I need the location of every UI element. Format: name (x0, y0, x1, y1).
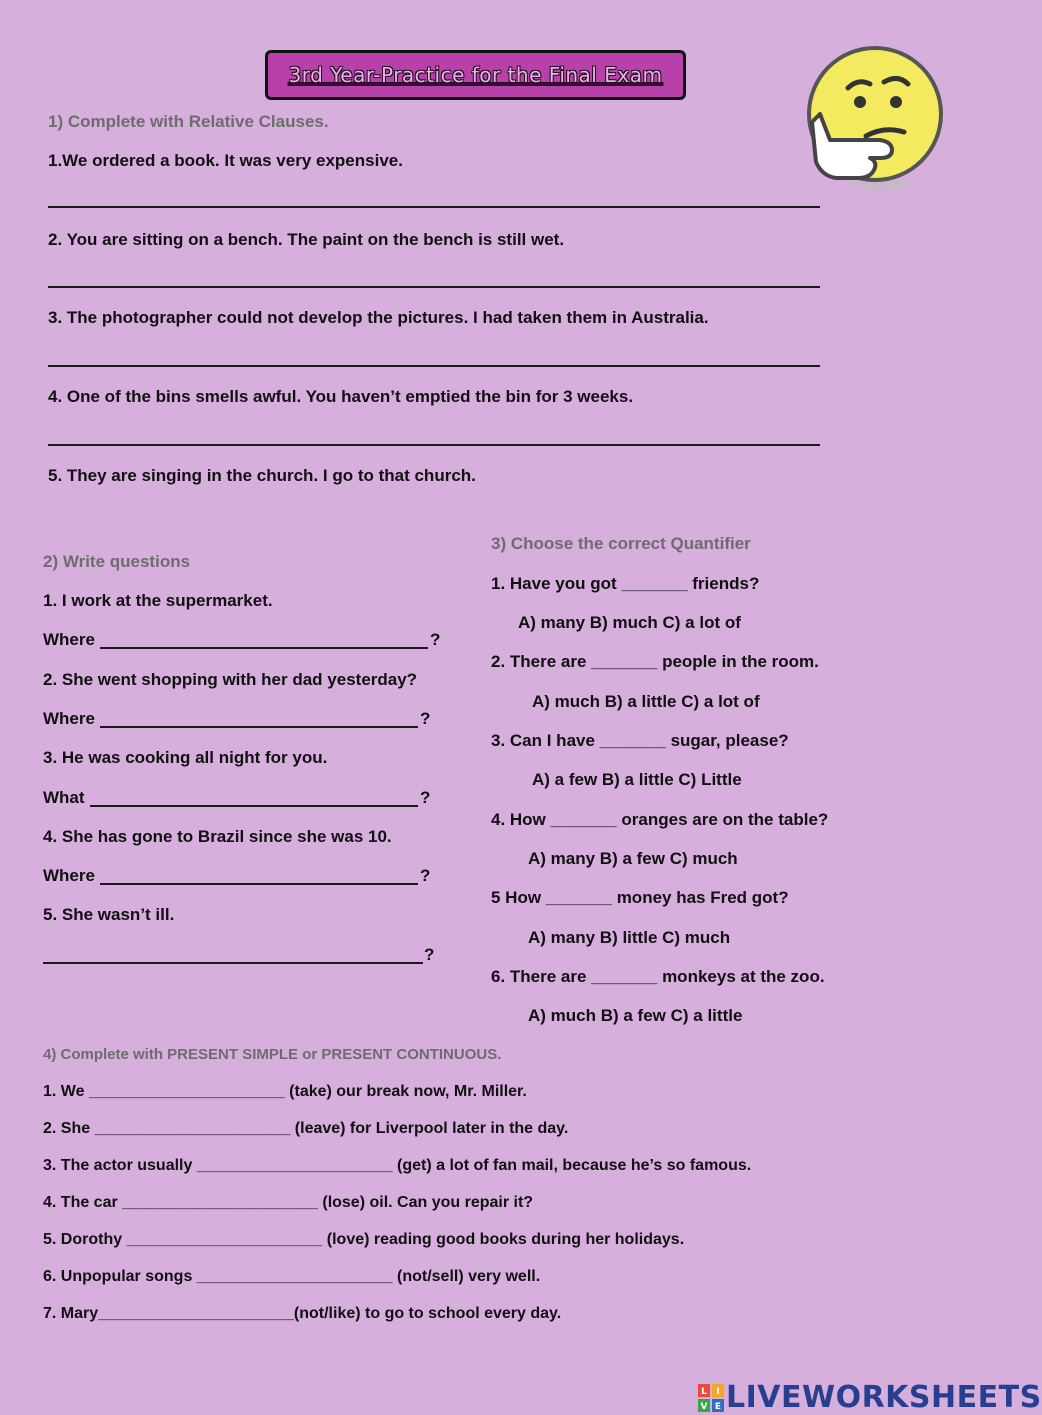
tense-item-1[interactable]: 1. We ______________________ (take) our break now, Mr. Miller. (43, 1083, 527, 1100)
page-title: 3rd Year-Practice for the Final Exam (288, 63, 663, 87)
question-mark-5: ? (424, 945, 435, 964)
tense-item-4[interactable]: 4. The car ______________________ (lose) oil. Can you repair it? (43, 1194, 534, 1211)
question-mark-2: ? (420, 709, 431, 728)
section4-heading: 4) Complete with PRESENT SIMPLE or PRESENT CONTINUOUS. (43, 1046, 502, 1063)
question-answer-line-3[interactable] (90, 805, 418, 807)
question-prompt-4: Where (43, 866, 95, 885)
question-answer-line-2[interactable] (100, 726, 418, 728)
brand-name: LIVEWORKSHEETS (726, 1380, 1042, 1415)
answer-line-3[interactable] (48, 365, 820, 367)
question-sentence-1: 1. I work at the supermarket. (43, 591, 273, 610)
quantifier-question-5: 5 How _______ money has Fred got? (491, 888, 789, 907)
question-prompt-1: Where (43, 630, 95, 649)
quantifier-question-3: 3. Can I have _______ sugar, please? (491, 731, 789, 750)
question-sentence-2: 2. She went shopping with her dad yesterday? (43, 670, 418, 689)
question-mark-4: ? (420, 866, 431, 885)
question-answer-line-5[interactable] (43, 962, 423, 964)
answer-line-2[interactable] (48, 286, 820, 288)
tense-item-6[interactable]: 6. Unpopular songs ______________________ (not/sell) very well. (43, 1268, 541, 1285)
answer-line-1[interactable] (48, 206, 820, 208)
relative-clause-item-4: 4. One of the bins smells awful. You haven’t emptied the bin for 3 weeks. (48, 387, 634, 406)
relative-clause-item-1: 1.We ordered a book. It was very expensive. (48, 151, 403, 170)
quantifier-options-6[interactable]: A) much B) a few C) a little (528, 1006, 743, 1025)
relative-clause-item-2: 2. You are sitting on a bench. The paint on the bench is still wet. (48, 230, 565, 249)
question-prompt-2: Where (43, 709, 95, 728)
tense-item-2[interactable]: 2. She ______________________ (leave) for Liverpool later in the day. (43, 1120, 569, 1137)
quantifier-question-1: 1. Have you got _______ friends? (491, 574, 760, 593)
quantifier-options-1[interactable]: A) many B) much C) a lot of (518, 613, 741, 632)
question-sentence-5: 5. She wasn’t ill. (43, 905, 175, 924)
logo-letter-i: I (716, 1386, 720, 1397)
relative-clause-item-3: 3. The photographer could not develop the pictures. I had taken them in Australia. (48, 308, 709, 327)
question-answer-line-1[interactable] (100, 647, 428, 649)
question-sentence-4: 4. She has gone to Brazil since she was 10. (43, 827, 392, 846)
question-answer-line-4[interactable] (100, 883, 418, 885)
question-mark-3: ? (420, 788, 431, 807)
tense-item-3[interactable]: 3. The actor usually ______________________ (get) a lot of fan mail, because he’s so famous. (43, 1157, 752, 1174)
answer-line-4[interactable] (48, 444, 820, 446)
tense-item-5[interactable]: 5. Dorothy ______________________ (love) reading good books during her holidays. (43, 1231, 685, 1248)
liveworksheets-logo (698, 1380, 1042, 1415)
logo-letter-l: L (701, 1386, 707, 1397)
question-sentence-3: 3. He was cooking all night for you. (43, 748, 328, 767)
quantifier-options-5[interactable]: A) many B) little C) much (528, 928, 731, 947)
section1-heading: 1) Complete with Relative Clauses. (48, 112, 329, 131)
title-banner (265, 50, 686, 100)
tense-item-7[interactable]: 7. Mary______________________(not/like) to go to school every day. (43, 1305, 562, 1322)
quantifier-question-4: 4. How _______ oranges are on the table? (491, 810, 829, 829)
relative-clause-item-5: 5. They are singing in the church. I go to that church. (48, 466, 476, 485)
question-mark-1: ? (430, 630, 441, 649)
question-prompt-3: What (43, 788, 85, 807)
quantifier-question-6: 6. There are _______ monkeys at the zoo. (491, 967, 825, 986)
logo-letter-v: V (700, 1401, 708, 1412)
section2-heading: 2) Write questions (43, 552, 191, 571)
section3-heading: 3) Choose the correct Quantifier (491, 534, 751, 553)
quantifier-question-2: 2. There are _______ people in the room. (491, 652, 819, 671)
quantifier-options-2[interactable]: A) much B) a little C) a lot of (532, 692, 760, 711)
logo-letter-e: E (714, 1401, 722, 1412)
liveworksheets-grid-icon (698, 1384, 724, 1412)
quantifier-options-3[interactable]: A) a few B) a little C) Little (532, 770, 742, 789)
quantifier-options-4[interactable]: A) many B) a few C) much (528, 849, 738, 868)
thinking-face-icon (800, 44, 950, 196)
